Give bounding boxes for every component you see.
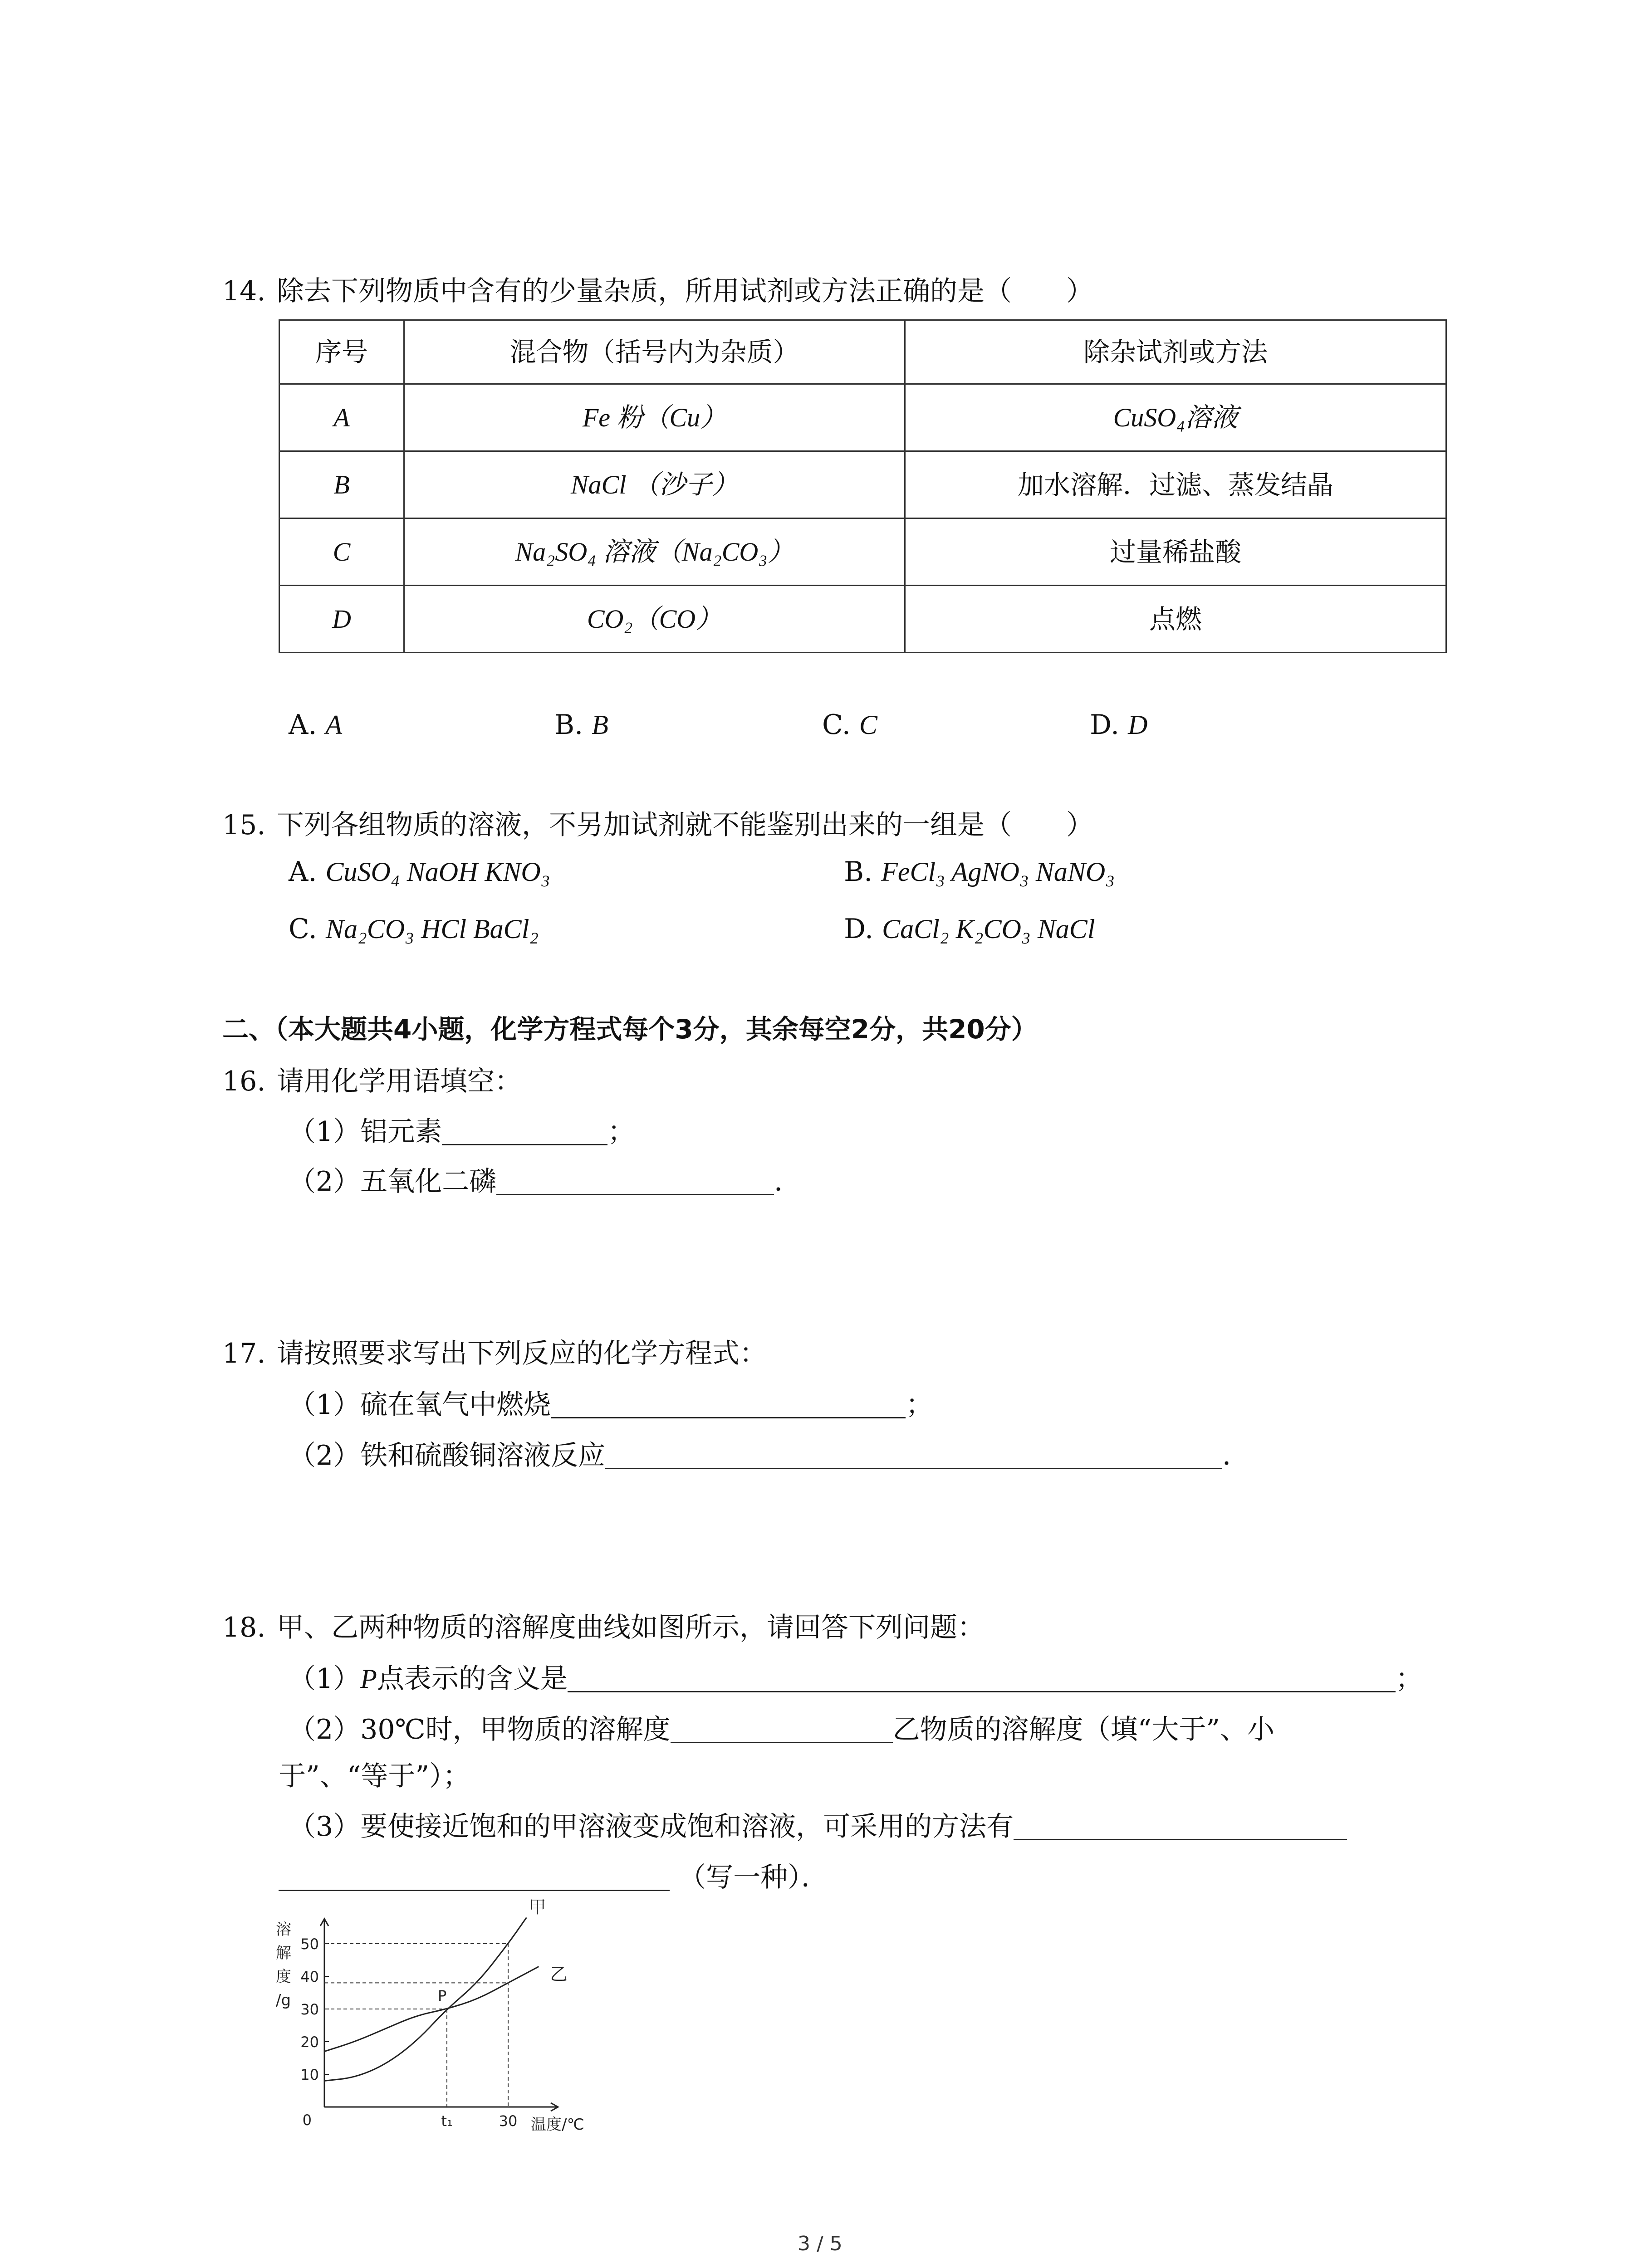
- table-header: 混合物（括号内为杂质）: [404, 320, 905, 384]
- q17-sub2: [289, 1442, 1249, 1469]
- table-header-row: [279, 320, 1446, 384]
- punctuation: ；: [1395, 1663, 1423, 1695]
- q18-sub3-cont: [279, 1863, 828, 1891]
- q14-text: 除去下列物质中含有的少量杂质，所用试剂或方法正确的是（ ）: [277, 275, 1093, 307]
- y-tick-label: 0: [302, 2112, 312, 2129]
- q14-table: [279, 319, 1447, 653]
- answer-blank[interactable]: [442, 1118, 607, 1145]
- row-id: D: [279, 586, 404, 653]
- y-tick-label: 40: [300, 1968, 319, 1985]
- q15-choice-d: [844, 915, 1095, 943]
- y-axis-label-char: 度: [276, 1968, 291, 1986]
- q15-choice-b: [844, 856, 1115, 888]
- series-line-jia: [324, 1917, 527, 2081]
- prompt-text: 点表示的含义是: [377, 1663, 568, 1695]
- prompt-text: 乙物质的溶解度（填“大于”、小: [892, 1714, 1274, 1745]
- punctuation: ．: [1222, 1440, 1250, 1471]
- page-number: 3 / 5: [798, 2232, 843, 2255]
- y-axis-label-char: /g: [276, 1991, 291, 2009]
- row-mixture: CO₂（CO）: [404, 586, 905, 653]
- series-label: 乙: [550, 1964, 568, 1984]
- q15-number: 15.: [222, 809, 266, 841]
- q18-sub2-cont: 于”、“等于”）；: [279, 1760, 470, 1792]
- q18-sub2: [289, 1716, 1274, 1743]
- choice-letter: C.: [289, 913, 317, 945]
- punctuation: ；: [607, 1116, 635, 1148]
- row-mixture: Na₂SO₄ 溶液（Na₂CO₃）: [404, 518, 905, 586]
- prompt-text: （3）要使接近饱和的甲溶液变成饱和溶液，可采用的方法有: [289, 1811, 1014, 1843]
- row-id: A: [279, 384, 404, 451]
- choice-value: B: [592, 710, 608, 740]
- choice-letter: A.: [289, 709, 317, 741]
- series-label: 甲: [529, 1897, 546, 1917]
- table-row: [279, 384, 1446, 451]
- table-row: [279, 586, 1446, 653]
- prompt-text: （2）五氧化二磷: [289, 1166, 497, 1198]
- q16-sub1: [289, 1116, 635, 1148]
- answer-blank[interactable]: [1014, 1813, 1347, 1840]
- choice-letter: D.: [1090, 709, 1120, 741]
- row-id: C: [279, 518, 404, 586]
- y-tick-label: 50: [300, 1936, 319, 1953]
- choice-letter: B.: [844, 856, 873, 888]
- y-axis-label-char: 溶: [276, 1921, 291, 1939]
- row-method: 点燃: [905, 586, 1446, 653]
- punctuation: ；: [906, 1389, 933, 1421]
- answer-blank[interactable]: [671, 1716, 893, 1743]
- table-row: [279, 518, 1446, 586]
- y-tick-label: 10: [300, 2066, 319, 2083]
- q15-choice-a: [289, 856, 550, 888]
- choice-value: CaCl₂ K₂CO₃ NaCl: [882, 914, 1095, 944]
- q17-text: 请按照要求写出下列反应的化学方程式：: [277, 1338, 767, 1369]
- answer-blank[interactable]: [605, 1442, 1222, 1469]
- point-p-label: P: [438, 1987, 447, 2004]
- section-heading: 二、（本大题共4小题，化学方程式每个3分，其余每空2分，共20分）: [222, 1014, 1038, 1045]
- row-method: CuSO₄溶液: [905, 384, 1446, 451]
- row-method: 加水溶解．过滤、蒸发结晶: [905, 451, 1446, 518]
- q15-text: 下列各组物质的溶液，不另加试剂就不能鉴别出来的一组是（ ）: [277, 809, 1093, 841]
- prompt-text: （写一种）．: [679, 1862, 828, 1893]
- q16-sub2: [289, 1166, 802, 1198]
- table-row: [279, 451, 1446, 518]
- q18-sub1: [289, 1663, 1423, 1695]
- row-method: 过量稀盐酸: [905, 518, 1446, 586]
- q14-choice-b: [554, 709, 608, 741]
- x-axis-label: 温度/℃: [531, 2116, 584, 2134]
- q16-number: 16.: [222, 1066, 266, 1097]
- choice-letter: B.: [554, 709, 583, 741]
- choice-value: C: [859, 710, 877, 740]
- q17-sub1: [289, 1389, 933, 1421]
- punctuation: ．: [774, 1166, 802, 1198]
- choice-value: D: [1128, 710, 1148, 740]
- q18-number: 18.: [222, 1612, 266, 1643]
- prompt-text: （1）硫在氧气中燃烧: [289, 1389, 551, 1421]
- choice-value: CuSO₄ NaOH KNO₃: [325, 857, 550, 887]
- row-mixture: NaCl （沙子）: [404, 451, 905, 518]
- answer-blank[interactable]: [279, 1863, 670, 1891]
- q14-choice-d: [1090, 709, 1148, 741]
- x-tick-label: 30: [499, 2112, 518, 2130]
- point-symbol: P: [360, 1664, 377, 1694]
- q18-text: 甲、乙两种物质的溶解度曲线如图所示，请回答下列问题：: [277, 1612, 985, 1643]
- answer-blank[interactable]: [568, 1665, 1396, 1692]
- choice-letter: D.: [844, 913, 874, 945]
- choice-letter: C.: [822, 709, 851, 741]
- q17-number: 17.: [222, 1338, 266, 1369]
- row-mixture: Fe 粉（Cu）: [404, 384, 905, 451]
- table-header: 序号: [279, 320, 404, 384]
- solubility-chart: [268, 1897, 594, 2143]
- x-tick-label: t₁: [441, 2112, 453, 2130]
- choice-value: Na₂CO₃ HCl BaCl₂: [325, 914, 539, 944]
- prompt-prefix: （1）: [289, 1663, 361, 1695]
- choice-letter: A.: [289, 856, 317, 888]
- choice-value: A: [325, 710, 343, 740]
- answer-blank[interactable]: [551, 1391, 906, 1418]
- q16-text: 请用化学用语填空：: [277, 1066, 522, 1097]
- y-tick-label: 20: [300, 2033, 319, 2051]
- y-tick-label: 30: [300, 2001, 319, 2018]
- q14-choice-c: [822, 709, 877, 741]
- q18-sub3: [289, 1811, 1347, 1843]
- prompt-text: （1）铝元素: [289, 1116, 442, 1148]
- y-axis-label-char: 解: [276, 1944, 291, 1962]
- q14-number: 14.: [222, 275, 266, 307]
- choice-value: FeCl₃ AgNO₃ NaNO₃: [881, 857, 1115, 887]
- row-id: B: [279, 451, 404, 518]
- prompt-text: （2）30℃时，甲物质的溶解度: [289, 1714, 671, 1745]
- q15-choice-c: [289, 915, 539, 943]
- prompt-text: （2）铁和硫酸铜溶液反应: [289, 1440, 606, 1471]
- answer-blank[interactable]: [496, 1168, 774, 1195]
- table-header: 除杂试剂或方法: [905, 320, 1446, 384]
- q14-choice-a: [289, 709, 343, 741]
